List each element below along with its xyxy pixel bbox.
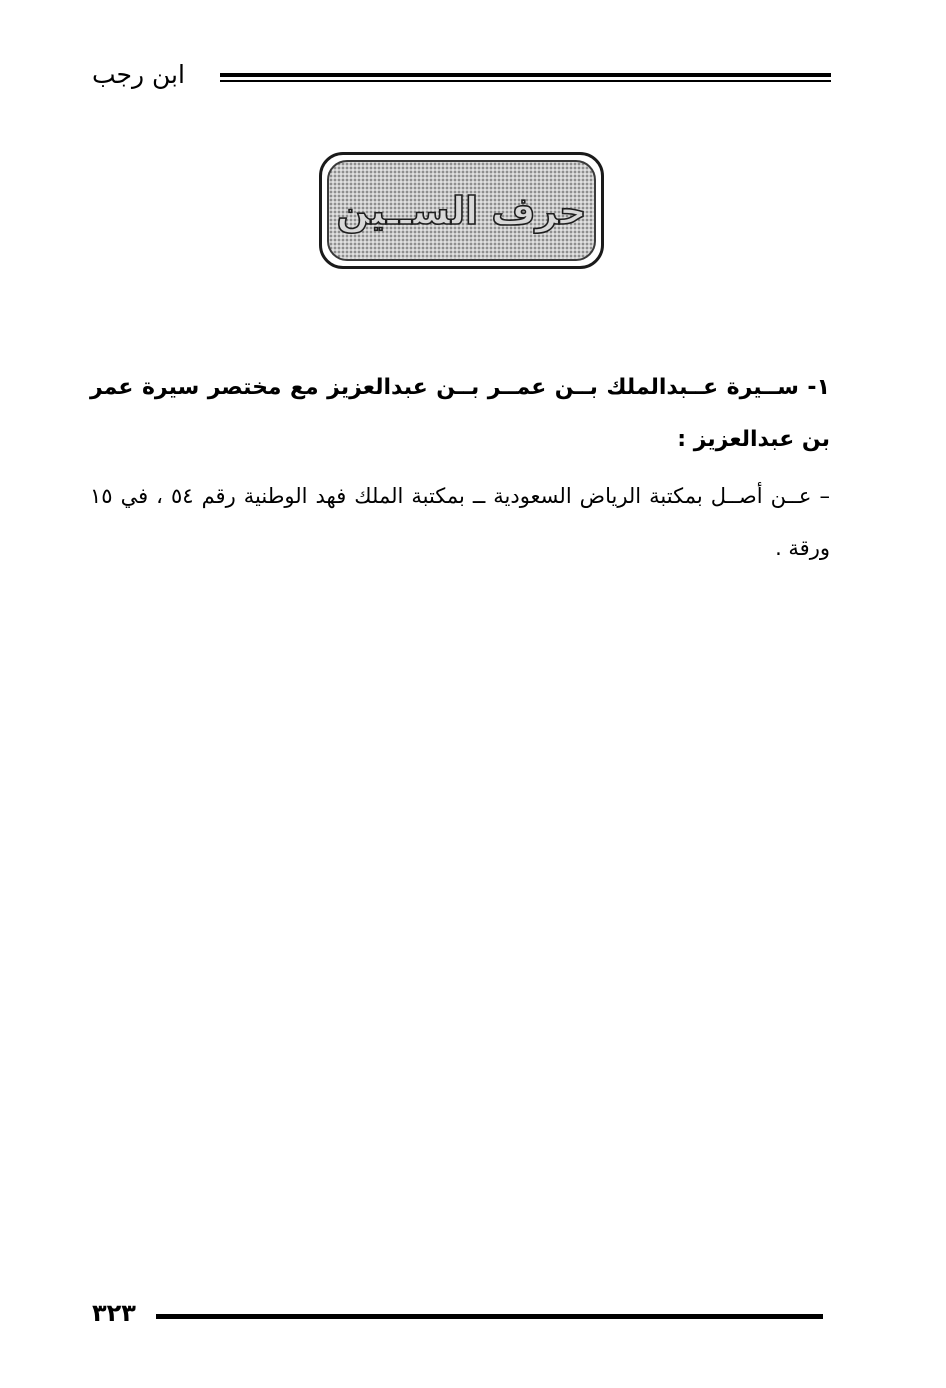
running-header-author: ابن رجب bbox=[92, 60, 185, 89]
header-double-rule bbox=[220, 73, 831, 82]
footer-rule bbox=[156, 1314, 823, 1319]
entry-note: – عــن أصــل بمكتبة الرياض السعودية ــ بمكتبة الملك فهد الوطنية رقم ٥٤ ، في ١٥ ورقة . bbox=[90, 484, 830, 560]
entry-title: ١- ســيرة عــبدالملك بــن عمــر بــن عبدالعزيز مع مختصر سيرة عمر بن عبدالعزيز : bbox=[90, 375, 830, 452]
running-header bbox=[92, 56, 832, 96]
page-footer bbox=[92, 1296, 832, 1332]
section-heading-frame bbox=[319, 152, 604, 269]
section-heading-panel bbox=[327, 160, 596, 261]
page-number: ٣٢٣ bbox=[92, 1299, 136, 1327]
section-heading-title: حرف الســين bbox=[336, 188, 587, 233]
